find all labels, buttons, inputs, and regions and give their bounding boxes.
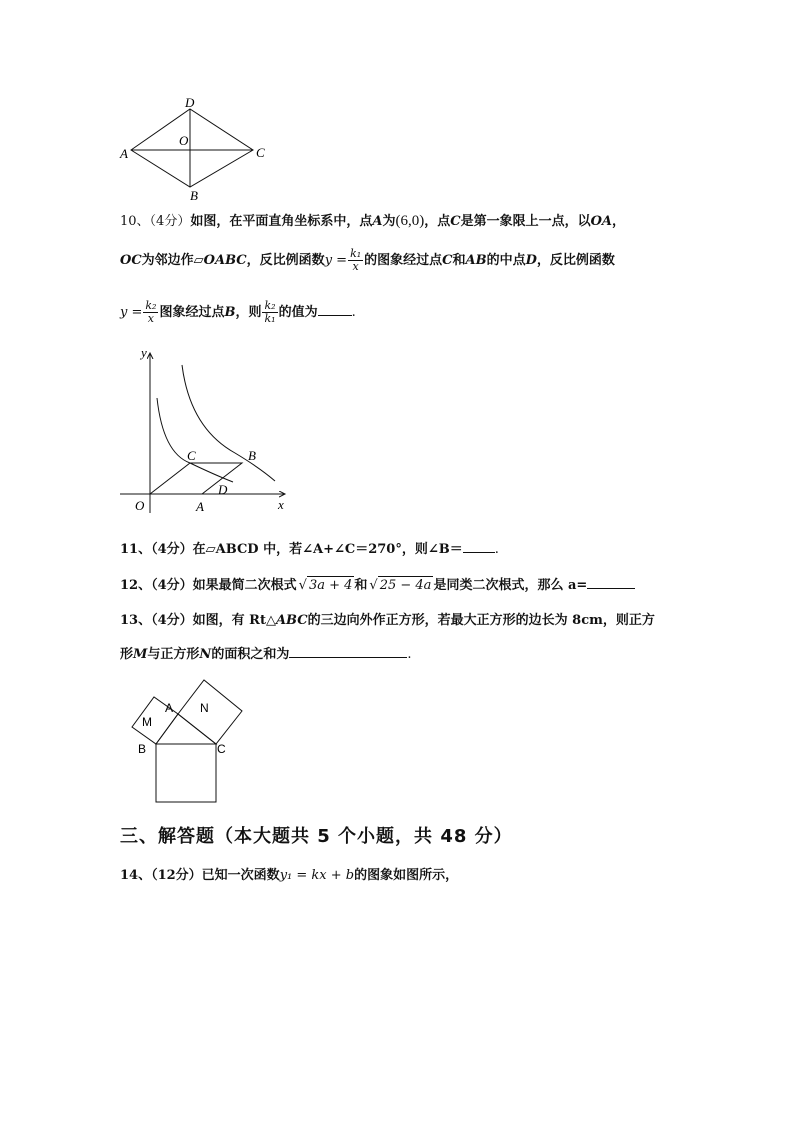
q12: 12、（4分）如果最简二次根式 √ 3a + 4 和 √ 25 − 4a 是同类二次根式，那么 a= (120, 576, 635, 595)
label-C: C (217, 742, 226, 756)
answer-blank-q11[interactable] (463, 540, 495, 553)
radical-2: 25 − 4a (379, 578, 432, 593)
label-D: D (218, 482, 228, 497)
q13-line1: 13、（4分）如图，有 Rt△ABC的三边向外作正方形，若最大正方形的边长为 8cm，则正方 (120, 613, 655, 628)
answer-blank-q13[interactable] (289, 645, 407, 658)
label-C: C (187, 448, 196, 463)
label-N: N (200, 701, 209, 715)
label-D: D (185, 95, 195, 110)
label-C: C (256, 145, 265, 160)
label-M: M (142, 715, 152, 729)
q13-line2: 形M与正方形N的面积之和为 . (120, 647, 412, 662)
fraction-k2-k1: $\frac{\text{k₂}}{\text{k₁}}$ (264, 299, 276, 325)
coordinate-graph-figure (115, 343, 305, 523)
answer-blank-q10[interactable] (318, 303, 352, 316)
radical-1: 3a + 4 (308, 578, 353, 593)
label-B: B (248, 448, 256, 463)
label-O: O (179, 133, 189, 148)
q10-line3: y = $\frac{\text{k₂}}{x}$ 图象经过点B，则 $\frac{\text{k₂}}{\text{k₁}}$ 的值为 . (120, 299, 356, 325)
q10-line2: OC为邻边作▱OABC，反比例函数y = $\frac{\text{k₁}}{x}$ 的图象经过点C和AB的中点D，反比例函数 (120, 247, 615, 273)
rhombus-figure (115, 92, 275, 204)
q14: 14、（12分）已知一次函数y₁ = kx + b的图象如图所示， (120, 868, 459, 883)
label-A: A (196, 499, 204, 514)
pythagoras-squares-figure (120, 672, 260, 812)
q11: 11、（4分）在▱ABCD 中，若∠A+∠C＝270°，则∠B＝ . (120, 542, 499, 557)
label-A: A (120, 146, 128, 161)
label-x: x (278, 497, 284, 512)
answer-blank-q12[interactable] (587, 576, 635, 589)
label-O: O (135, 498, 145, 513)
label-y: y (141, 345, 147, 360)
section-3-heading: 三、解答题（本大题共 5 个小题，共 48 分） (120, 826, 513, 847)
q10-line1: 10、（4分）如图，在平面直角坐标系中，点A为(6,0)，点C是第一象限上一点，以OA， (120, 213, 626, 229)
label-B: B (138, 742, 147, 756)
fraction-k2-x: $\frac{\text{k₂}}{x}$ (145, 299, 157, 325)
fraction-k1-x: $\frac{\text{k₁}}{x}$ (350, 247, 362, 273)
label-A: A (165, 701, 174, 715)
coord: (6,0) (395, 213, 425, 229)
label-B: B (190, 188, 198, 203)
